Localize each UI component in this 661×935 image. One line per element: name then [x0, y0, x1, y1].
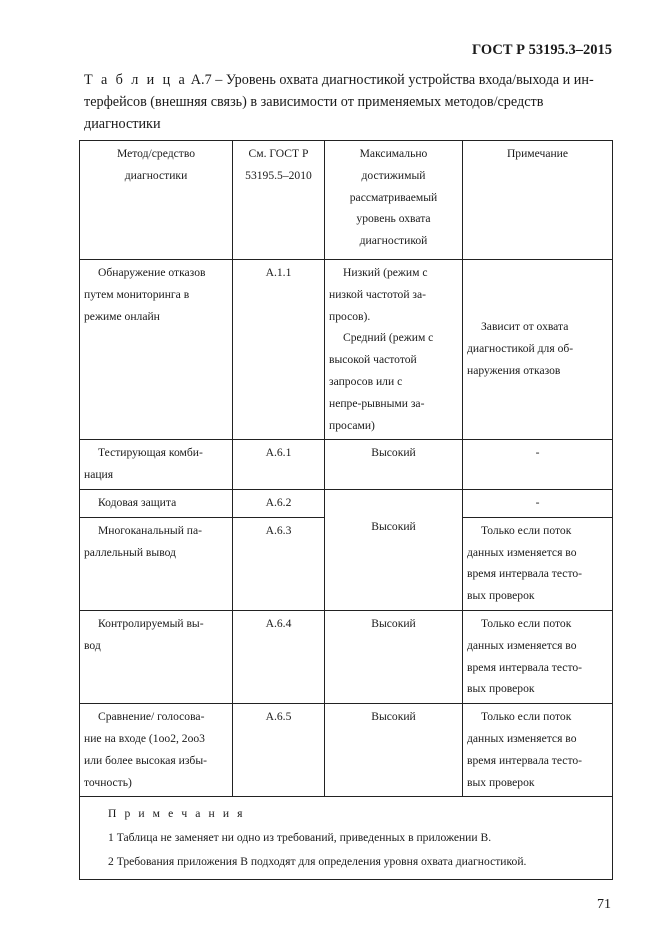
cell-note: Зависит от охвата диагностикой для об- наружения отказов: [463, 260, 613, 440]
table-notes: [80, 797, 613, 879]
note-item: 2 Требования приложения В подходят для определения уровня охвата диагностикой.: [108, 854, 527, 868]
cell-reference: А.6.4: [233, 610, 325, 703]
cell-method: Тестирующая комби- нация: [80, 440, 233, 490]
cell-method: Сравнение/ голосова- ние на входе (1оо2, 2оо3 или более высокая избы- точность): [80, 704, 233, 797]
cell-reference: А.6.1: [233, 440, 325, 490]
cell-note: -: [463, 440, 613, 490]
cell-level: Высокий: [325, 704, 463, 797]
cell-level: Высокий: [325, 440, 463, 490]
cell-method: Контролируемый вы- вод: [80, 610, 233, 703]
table-notes-row: [80, 797, 613, 879]
cell-method: Многоканальный па- раллельный вывод: [80, 517, 233, 610]
table-row: [80, 704, 613, 797]
cell-level: Низкий (режим с низкой частотой за- просов). Средний (режим с высокой частотой запросов или с непре-рывными за- просами): [325, 260, 463, 440]
cell-reference: А.6.2: [233, 489, 325, 517]
table-header-row: [80, 141, 613, 260]
cell-reference: А.6.3: [233, 517, 325, 610]
cell-note: Только если поток данных изменяется во время интервала тесто- вых проверок: [463, 704, 613, 797]
cell-note: -: [463, 489, 613, 517]
cell-reference: А.6.5: [233, 704, 325, 797]
diagnostic-coverage-table: [79, 140, 613, 880]
page-number: 71: [597, 897, 611, 912]
cell-note: Только если поток данных изменяется во время интервала тесто- вых проверок: [463, 610, 613, 703]
cell-note: Только если поток данных изменяется во время интервала тесто- вых проверок: [463, 517, 613, 610]
table-row: [80, 260, 613, 440]
table-row: [80, 610, 613, 703]
cell-method: Обнаружение отказов путем мониторинга в режиме онлайн: [80, 260, 233, 440]
header-note: Примечание: [463, 141, 613, 260]
cell-level-merged: Высокий: [325, 489, 463, 610]
table-row: [80, 440, 613, 490]
notes-title: П р и м е ч а н и я: [108, 807, 246, 821]
caption-line1: А.7 – Уровень охвата диагностикой устройства входа/выхода и ин-: [187, 72, 594, 88]
header-reference: См. ГОСТ Р 53195.5–2010: [233, 141, 325, 260]
note-item: 1 Таблица не заменяет ни одно из требований, приведенных в приложении В.: [108, 831, 492, 845]
table-row: [80, 489, 613, 517]
header-max-level: Максимально достижимый рассматриваемый уровень охвата диагностикой: [325, 141, 463, 260]
caption-line3: диагностики: [84, 116, 161, 132]
caption-prefix: Т а б л и ц а: [84, 72, 188, 88]
document-code: ГОСТ Р 53195.3–2015: [472, 42, 612, 58]
header-method: Метод/средство диагностики: [80, 141, 233, 260]
cell-level: Высокий: [325, 610, 463, 703]
cell-method: Кодовая защита: [80, 489, 233, 517]
caption-line2: терфейсов (внешняя связь) в зависимости от применяемых методов/средств: [84, 94, 544, 110]
cell-reference: А.1.1: [233, 260, 325, 440]
table-caption: [84, 69, 619, 135]
